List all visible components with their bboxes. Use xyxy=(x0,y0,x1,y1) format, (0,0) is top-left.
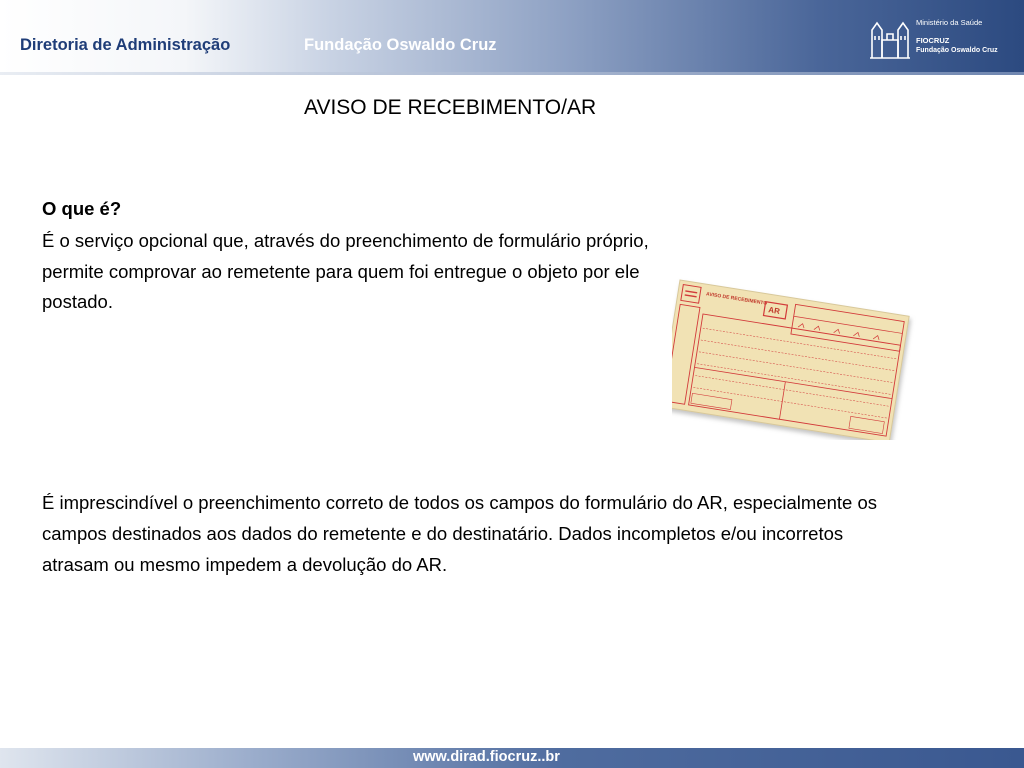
slide-title: AVISO DE RECEBIMENTO/AR xyxy=(304,96,597,119)
form-ar-badge: AR xyxy=(767,305,781,316)
section-heading: O que é? xyxy=(42,198,122,219)
ar-form-image xyxy=(672,258,934,440)
directorate-title: Diretoria de Administração xyxy=(20,36,231,54)
footer-bar xyxy=(0,748,1024,768)
footer-url: www.dirad.fiocruz..br xyxy=(413,749,560,765)
header-banner xyxy=(0,0,1024,72)
logo-fiocruz-text: FIOCRUZ xyxy=(916,36,950,45)
logo-ministry-text: Ministério da Saúde xyxy=(916,18,983,27)
header-divider xyxy=(0,72,1024,75)
form-title-text: AVISO DE RECEBIMENTO xyxy=(705,291,768,307)
logo-foundation-text: Fundação Oswaldo Cruz xyxy=(916,47,998,54)
instruction-paragraph: É imprescindível o preenchimento correto de todos os campos do formulário do AR, especialmente os campos destinados aos dados do remetente e do destinatário. Dados incompletos e/ou incorretos atrasam ou mesmo impedem a devolução do AR. xyxy=(42,492,877,575)
organization-name: Fundação Oswaldo Cruz xyxy=(304,36,497,54)
castle-icon xyxy=(868,14,912,60)
section-description: É o serviço opcional que, através do preenchimento de formulário próprio, permite comprovar ao remetente para quem foi entregue o objeto por ele postado. xyxy=(42,230,649,312)
fiocruz-logo xyxy=(868,14,1018,60)
